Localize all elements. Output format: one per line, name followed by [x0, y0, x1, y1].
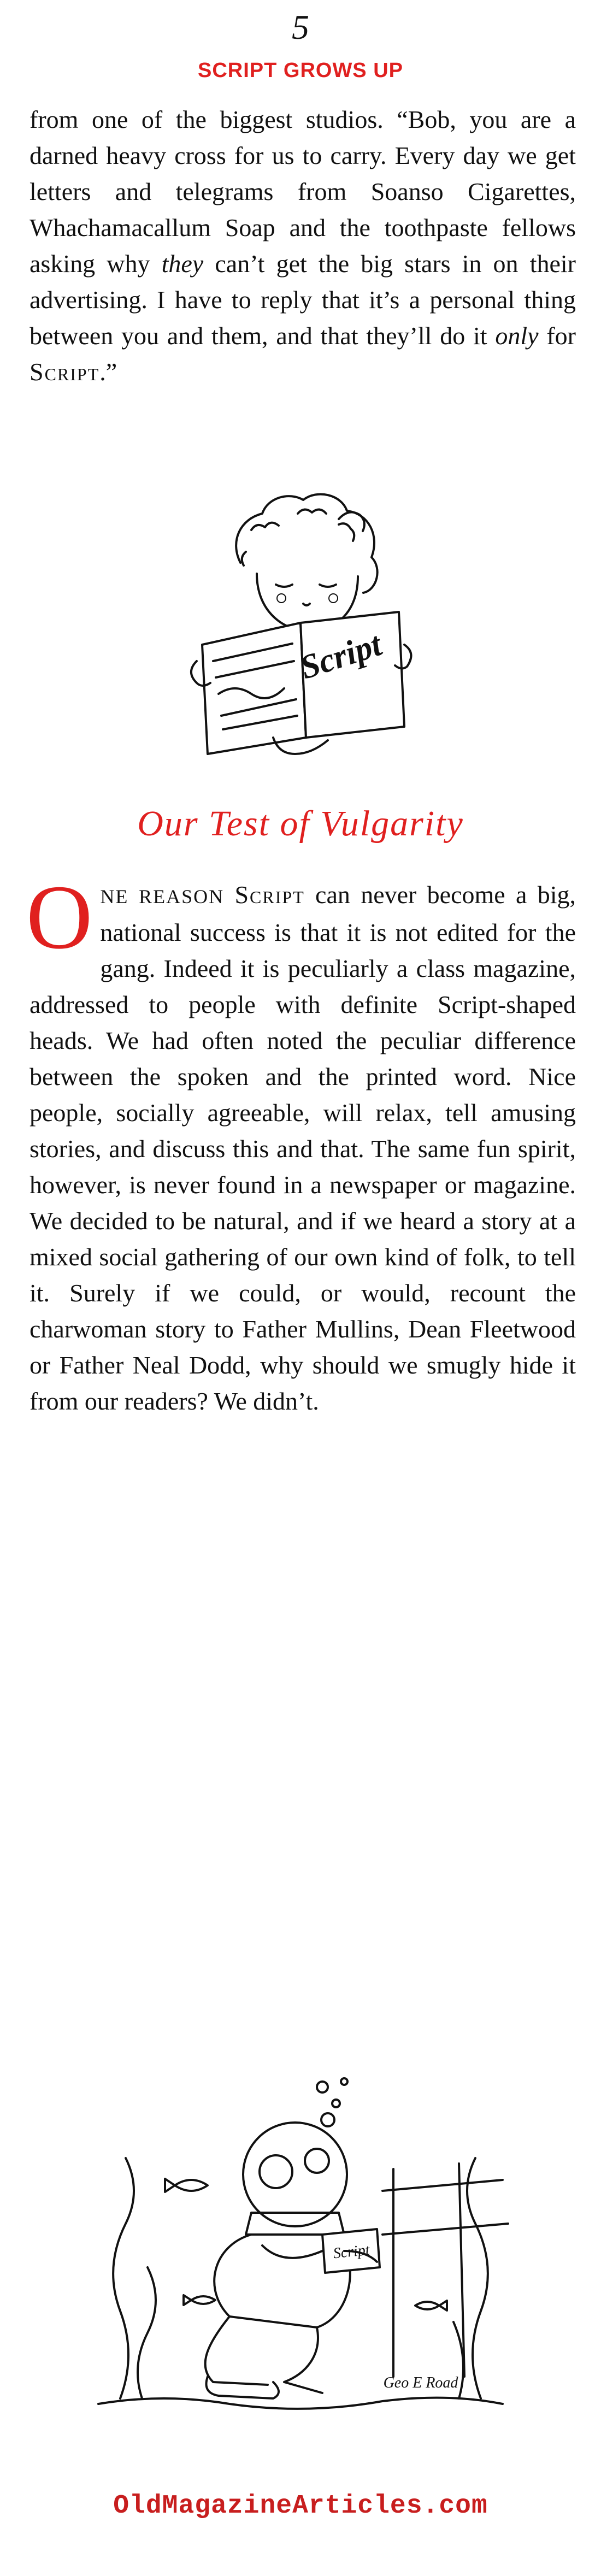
paragraph-main	[26, 866, 576, 1419]
magazine-cover-label: Script	[296, 626, 386, 687]
small-caps-script: Script	[30, 358, 100, 386]
emphasis-only: only	[495, 322, 539, 350]
diver-reading-magazine-illustration	[87, 2071, 514, 2420]
drop-cap: O	[26, 866, 93, 968]
text-run: for	[538, 322, 576, 350]
site-watermark: OldMagazineArticles.com	[113, 2491, 488, 2521]
text-run: .”	[99, 358, 117, 386]
small-caps-script: Script	[234, 881, 305, 909]
text-run: can’t get the big stars in on their advertising. I have to reply that it’s a personal thing between you and them, and that they’ll do it	[30, 250, 576, 350]
text-run: from one of the biggest studios. “Bob, you are a darned heavy cross for us to carry. Every day we get letters and telegrams from Soanso Cigarettes, Whachamacallum Soap and the toothpaste fellows asking why	[30, 105, 576, 278]
artist-signature: Geo E Road	[383, 2374, 458, 2391]
small-caps-lead-in: NE REASON	[100, 886, 225, 907]
text-run: can never become a big, national success is that it is not edited for the gang. Indeed it is peculiarly a class magazine, addressed to people with definite Script-shaped heads. We had often noted the peculiar difference between the spoken and the printed word. Nice people, socially agreeable, will relax, tell amusing stories, and discuss this and that. The same fun spirit, however, is never found in a newspaper or magazine. We decided to be natural, and if we heard a story at a mixed social gathering of our own kind of folk, to tell it. Surely if we could, or would, recount the charwoman story to Father Mullins, Dean Fleetwood or Father Neal Dodd, why should we smugly hide it from our readers? We didn’t.	[30, 881, 576, 1415]
girl-reading-magazine-illustration	[175, 481, 426, 765]
emphasis-they: they	[161, 250, 204, 278]
running-head: SCRIPT GROWS UP	[197, 59, 404, 82]
magazine-cover-label: Script	[332, 2241, 370, 2262]
paragraph-continued	[30, 102, 576, 390]
section-heading: Our Test of Vulgarity	[137, 804, 464, 844]
page-number: 5	[292, 8, 309, 46]
